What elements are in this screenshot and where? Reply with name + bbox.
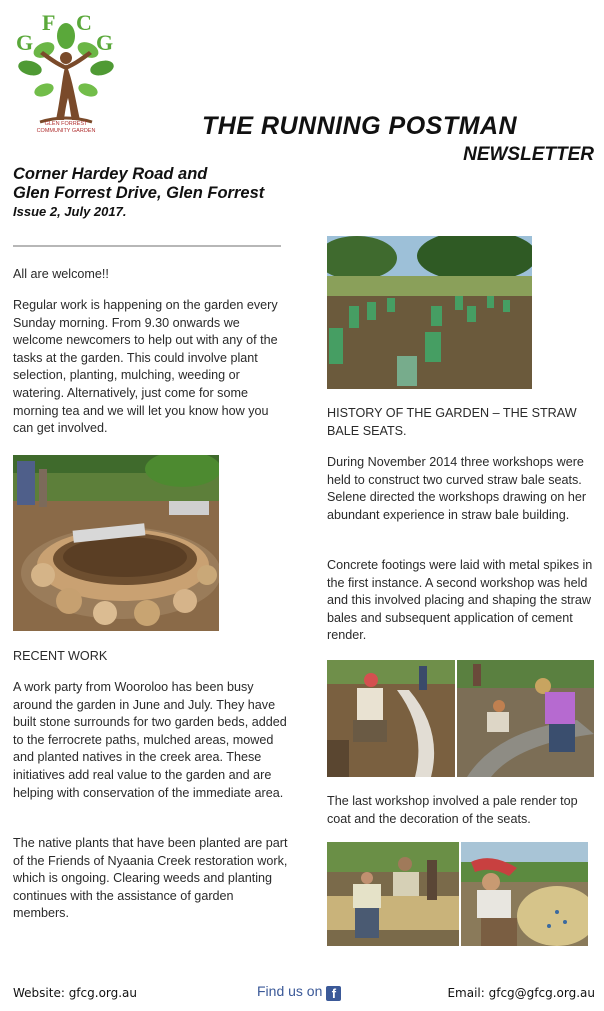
natives-planting-photo <box>327 236 532 389</box>
website-link[interactable]: Website: gfcg.org.au <box>13 986 138 1000</box>
divider <box>13 245 281 247</box>
logo-letter-g-right: G <box>96 30 114 55</box>
garden-logo <box>10 6 122 138</box>
find-us-on-facebook[interactable] <box>257 983 341 1001</box>
address-line-1: Corner Hardey Road and <box>13 165 208 183</box>
newsletter-subtitle: NEWSLETTER <box>463 144 594 165</box>
seat-decoration-photo-1 <box>327 842 459 946</box>
find-us-label: Find us on <box>257 983 323 999</box>
logo-caption-1: GLEN FORREST <box>44 121 88 127</box>
newsletter-title: THE RUNNING POSTMAN <box>202 112 518 140</box>
address-line-2: Glen Forrest Drive, Glen Forrest <box>13 184 265 202</box>
recent-work-heading: RECENT WORK <box>13 649 108 663</box>
history-text-3: The last workshop involved a pale render top coat and the decoration of the seats. <box>327 794 578 826</box>
workshop-photo-2 <box>457 660 594 777</box>
seat-decoration-photo-2 <box>461 842 588 946</box>
workshop-photo-1 <box>327 660 455 777</box>
recent-work-text-1: A work party from Wooroloo has been busy around the garden in June and July. They have built stone surrounds for two garden beds, added to the ferrocrete paths, mulched areas, mowed and planted natives in the creek area. These initiatives add real value to the garden and are helping with conservation of the immediate area. <box>13 680 287 800</box>
history-text-1: During November 2014 three workshops were held to construct two curved straw bale seats. Selene directed the workshops drawing on her abundant experience in straw bale building. <box>327 455 587 522</box>
regular-work-text: Regular work is happening on the garden every Sunday morning. From 9.30 onwards we welcome newcomers to help out with any of the tasks at the garden. This could involve plant selection, planting, mulching, weeding or watering. Alternatively, just come for some morning tea and we will let you know how you can get involved. <box>13 298 278 436</box>
logo-letter-g-left: G <box>16 30 34 55</box>
address <box>13 165 264 203</box>
email-link[interactable]: Email: gfcg@gfcg.org.au <box>447 986 595 1000</box>
issue-label: Issue 2, July 2017. <box>13 204 127 219</box>
history-heading: HISTORY OF THE GARDEN – THE STRAW BALE SEATS. <box>327 406 577 438</box>
logo-letter-c: C <box>76 10 92 35</box>
logo-caption-2: COMMUNITY GARDEN <box>36 128 96 134</box>
facebook-icon: f <box>326 986 341 1001</box>
logo-letter-f: F <box>42 10 56 35</box>
tree-logo-icon <box>10 6 122 138</box>
recent-work-text-2: The native plants that have been planted are part of the Friends of Nyaania Creek restoration work, which is ongoing. Clearing weeds and planting continues with the assistance of garden members. <box>13 836 288 921</box>
welcome-text: All are welcome!! <box>13 267 109 281</box>
history-text-2: Concrete footings were laid with metal spikes in the first instance. A second workshop was held and this involved placing and shaping the straw bales and subsequent application of cement render. <box>327 558 593 643</box>
garden-bed-photo <box>13 455 219 631</box>
